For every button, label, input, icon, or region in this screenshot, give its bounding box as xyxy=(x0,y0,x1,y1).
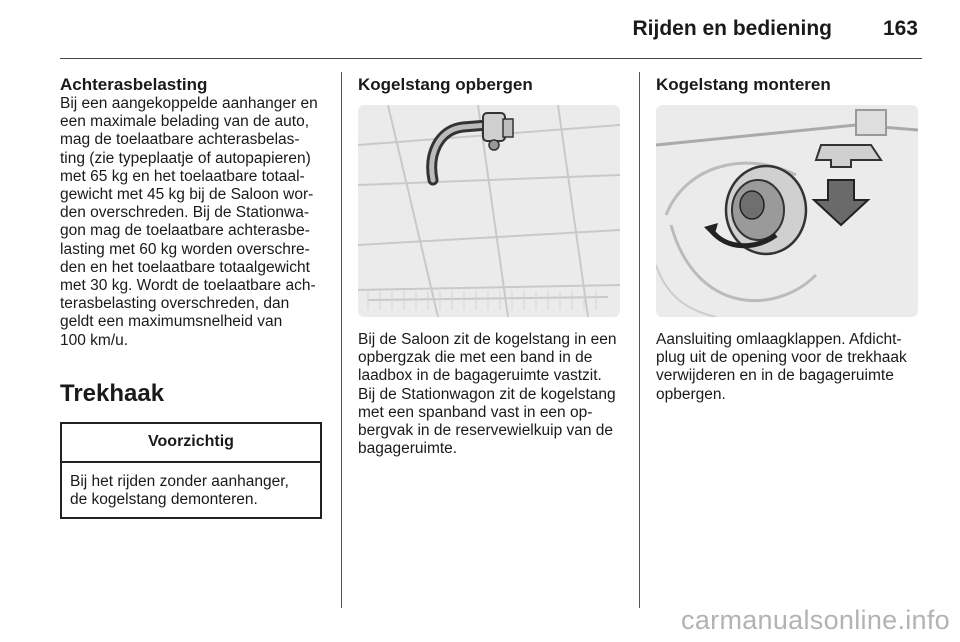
text-line: geldt een maximumsnelheid van xyxy=(60,313,283,331)
text-line: een maximale belading van de auto, xyxy=(60,113,310,131)
text-line: gewicht met 45 kg bij de Saloon wor- xyxy=(60,186,314,204)
text-line: Aansluiting omlaagklappen. Afdicht- xyxy=(656,331,902,348)
column-mounting-ball-bar xyxy=(656,75,924,404)
page-number: 163 xyxy=(882,17,918,40)
text-line: verwijderen en in de bagageruimte xyxy=(656,367,894,385)
column-divider-1 xyxy=(341,72,342,608)
text-line: lasting met 60 kg worden overschre- xyxy=(60,240,310,258)
text-line: met 65 kg en het toelaatbare totaal- xyxy=(60,167,305,185)
mounting-drawing xyxy=(656,105,918,317)
storing-paragraph xyxy=(358,331,626,458)
caution-box xyxy=(60,422,322,519)
text-line: opbergzak die met een band in de xyxy=(358,349,593,367)
text-line: Bij de Saloon zit de kogelstang in een xyxy=(358,331,617,348)
text-line: Bij een aangekoppelde aanhanger en xyxy=(60,95,318,112)
column-divider-2 xyxy=(639,72,640,608)
column-storing-ball-bar xyxy=(358,75,626,458)
text-line: den overschreden. Bij de Stationwa- xyxy=(60,204,310,222)
illustration-ball-bar-storage xyxy=(358,105,620,317)
text-line: gon mag de toelaatbare achterasbe- xyxy=(60,222,310,240)
heading-rear-axle-load: Achterasbelasting xyxy=(60,75,208,94)
text-line: ting (zie typeplaatje of autopapieren) xyxy=(60,149,311,167)
storage-drawing xyxy=(358,105,620,317)
mounting-paragraph xyxy=(656,331,924,404)
heading-storing-ball-bar: Kogelstang opbergen xyxy=(358,75,533,94)
text-line: Bij de Stationwagon zit de kogelstang xyxy=(358,385,616,403)
column-rear-axle xyxy=(60,75,328,519)
caution-text xyxy=(62,463,320,517)
text-line: mag de toelaatbare achterasbelas- xyxy=(60,131,300,149)
header-divider xyxy=(60,58,922,59)
watermark-text: carmanualsonline.info xyxy=(681,605,950,635)
rear-axle-paragraph xyxy=(60,95,328,350)
text-line: met een spanband vast in een op- xyxy=(358,403,593,421)
heading-mounting-ball-bar: Kogelstang monteren xyxy=(656,75,831,94)
chapter-title: Rijden en bediening xyxy=(632,17,832,40)
text-line: den en het toelaatbare totaalgewicht xyxy=(60,258,310,276)
illustration-ball-bar-mounting xyxy=(656,105,918,317)
text-line: opbergen. xyxy=(656,385,726,403)
page-header xyxy=(0,0,960,60)
text-line: terasbelasting overschreden, dan xyxy=(60,295,290,313)
text-line: 100 km/u. xyxy=(60,331,129,349)
text-line: bagageruimte. xyxy=(358,440,458,458)
text-line: de kogelstang demonteren. xyxy=(70,491,258,509)
text-line: laadbox in de bagageruimte vastzit. xyxy=(358,367,602,385)
text-line: Bij het rijden zonder aanhanger, xyxy=(70,472,289,490)
text-line: bergvak in de reservewielkuip van de xyxy=(358,422,614,440)
caution-title: Voorzichtig xyxy=(62,424,320,463)
section-title-towbar: Trekhaak xyxy=(60,379,165,407)
text-line: met 30 kg. Wordt de toelaatbare ach- xyxy=(60,277,316,295)
text-line: plug uit de opening voor de trekhaak xyxy=(656,349,907,367)
